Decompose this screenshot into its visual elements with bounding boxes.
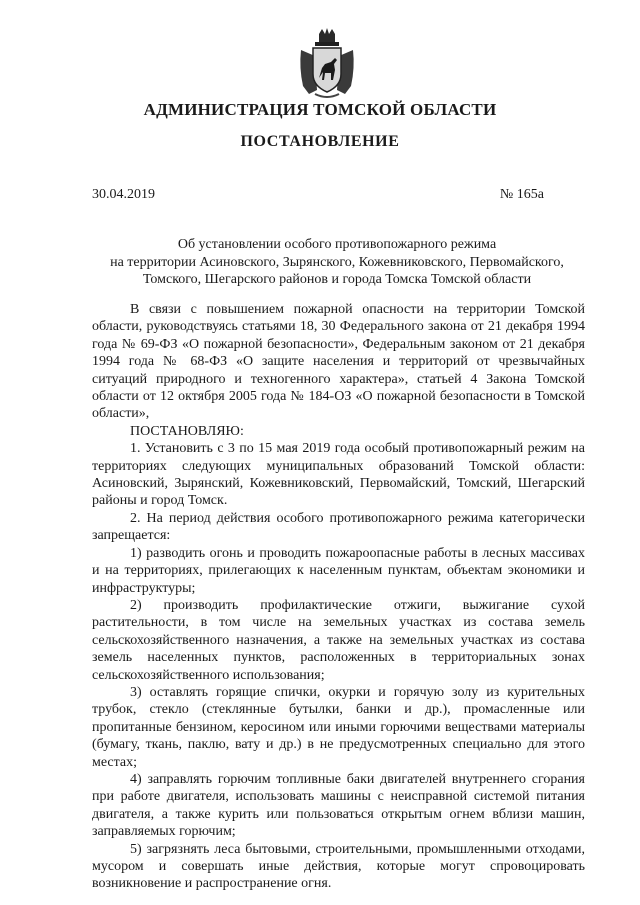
item-1-paragraph: 1. Установить с 3 по 15 мая 2019 года особый противопожарный режим на территориях следующих муниципальных образований Томской области: Асиновский, Зырянский, Кожевниковский, Первомайский, Томский, Шегарский районы и город Томск. [92,441,585,509]
item-2-paragraph: 2. На период действия особого противопожарного режима категорически запрещается: [92,510,585,544]
document-body [92,301,585,893]
subitem-1-paragraph: 1) разводить огонь и проводить пожароопасные работы в лесных массивах и на территориях, прилегающих к населенным пунктам, объектам экономики и инфраструктуры; [92,545,585,596]
document-subject [92,236,582,289]
document-type: ПОСТАНОВЛЕНИЕ [240,133,400,150]
subitem-5-paragraph: 5) загрязнять леса бытовыми, строительными, промышленными отходами, мусором и совершать иные действия, которые могут спровоцировать возникновение и распространение огня. [92,841,585,892]
subitem-3-paragraph: 3) оставлять горящие спички, окурки и горячую золу из курительных трубок, стекло (стеклянные бутылки, банки и др.), промасленные или пропитанные бензином, керосином или иными горючими веществами материалы (бумагу, ткань, паклю, вату и др.) в не предусмотренных специально для этого местах; [92,684,585,770]
decree-heading: ПОСТАНОВЛЯЮ: [130,423,244,439]
organization-title: АДМИНИСТРАЦИЯ ТОМСКОЙ ОБЛАСТИ [143,100,497,119]
document-date: 30.04.2019 [92,187,155,202]
subject-line: на территории Асиновского, Зырянского, Кожевниковского, Первомайского, [110,254,564,270]
subitem-2-paragraph: 2) производить профилактические отжиги, выжигание сухой растительности, в том числе на земельных участках из состава земель сельскохозяйственного назначения, а также на земельных участках из состава земель населенных пунктов, расположенных в территориальных зонах сельскохозяйственного использования; [92,597,585,683]
subject-line: Об установлении особого противопожарного режима [177,237,497,252]
subitem-4-paragraph: 4) заправлять горючим топливные баки двигателей внутреннего сгорания при работе двигателя, использовать машины с неисправной системой питания двигателя, а также курить или пользоваться открытым огнем вблизи машин, заправляемых горючим; [92,771,585,840]
preamble-paragraph: В связи с повышением пожарной опасности на территории Томской области, руководствуясь статьями 18, 30 Федерального закона от 21 декабря 1994 года № 69-ФЗ «О пожарной безопасности», Федеральным законом от 21 декабря 1994 года № 68-ФЗ «О защите населения и территорий от чрезвычайных ситуаций природного и техногенного характера», статьей 4 Закона Томской области от 12 октября 2005 года № 184-ОЗ «О пожарной безопасности в Томской области», [92,302,585,422]
subject-line: Томского, Шегарского районов и города Томска Томской области [142,272,532,287]
document-number: № 165а [499,187,544,202]
tomsk-region-coat-of-arms-icon [295,28,359,100]
